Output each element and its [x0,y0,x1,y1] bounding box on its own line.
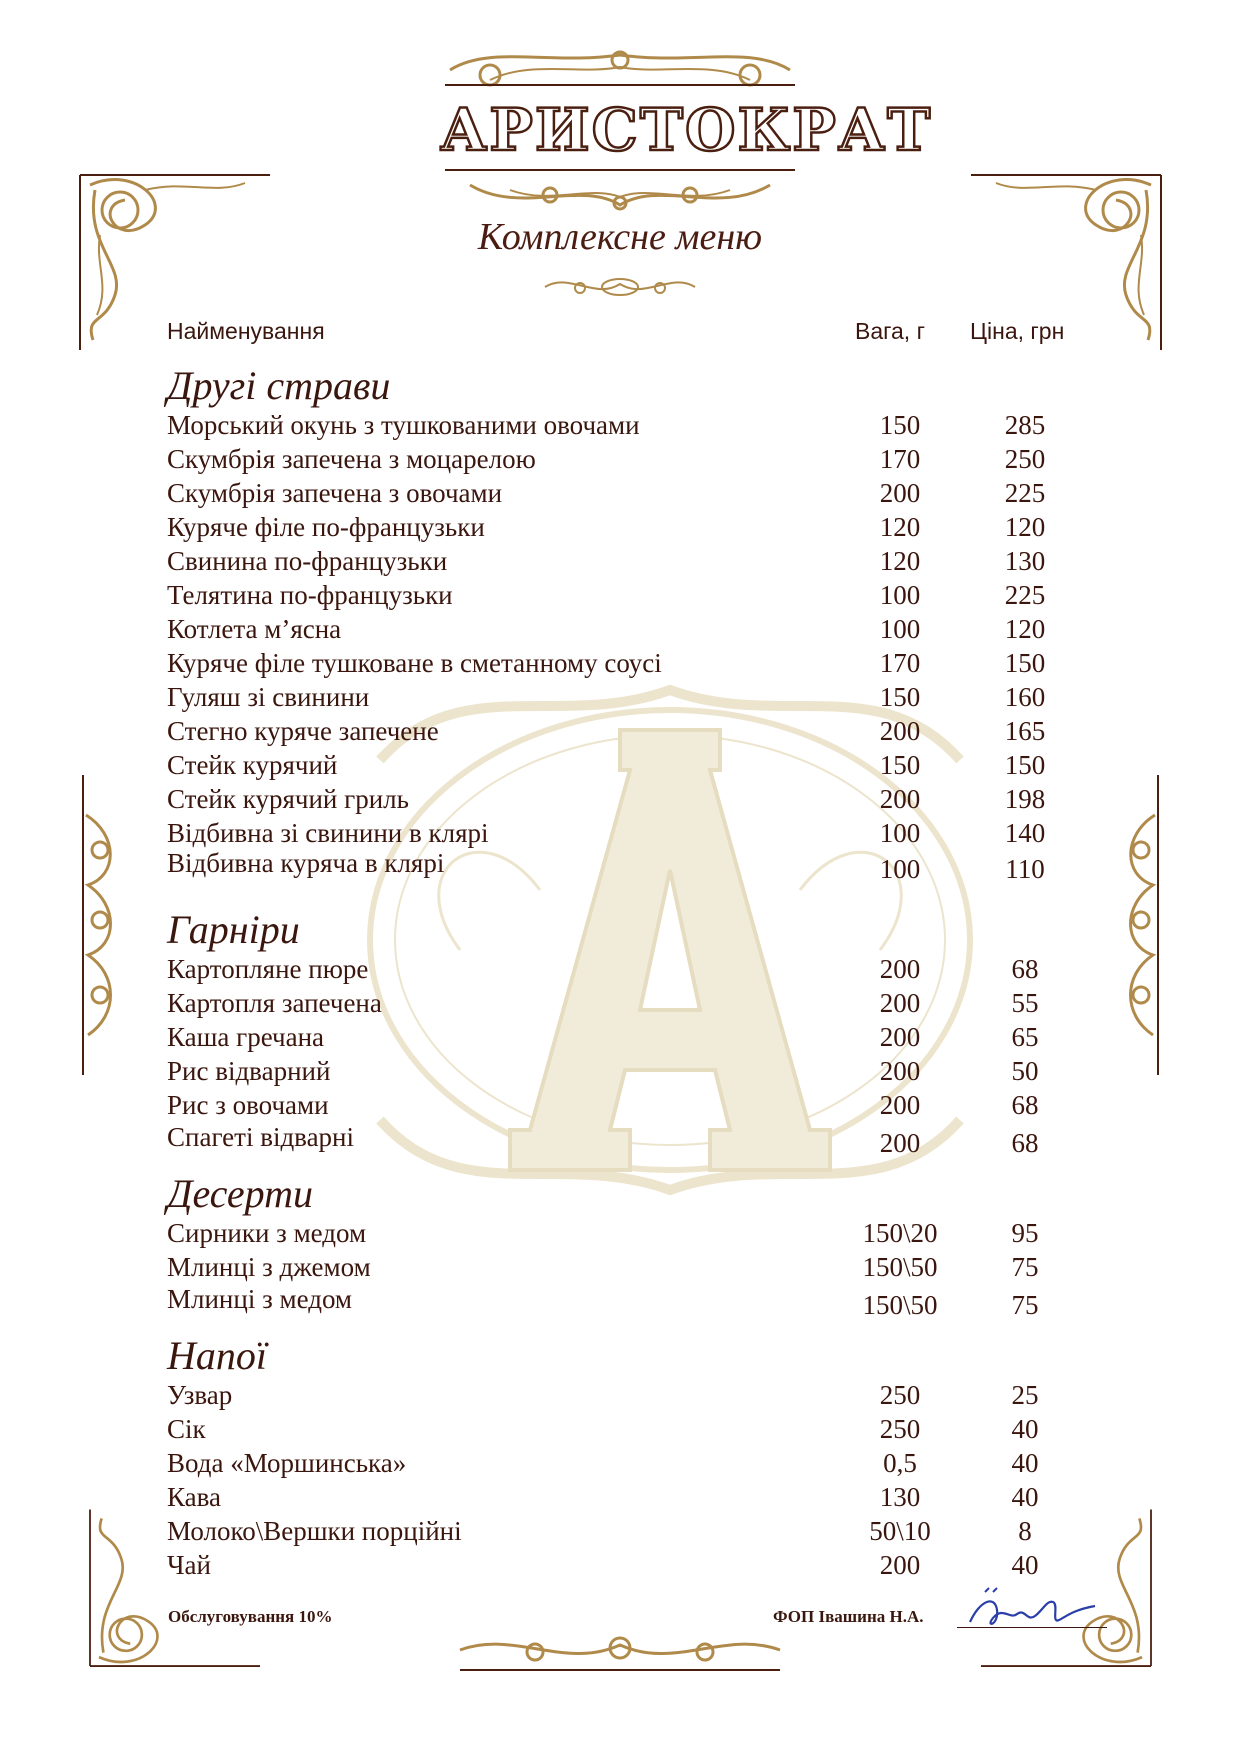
item-name: Сирники з медом [167,1218,367,1248]
menu-row [0,1122,1241,1162]
item-price: 225 [1004,580,1046,610]
item-price: 75 [1011,1252,1039,1282]
item-price: 120 [1004,614,1046,644]
item-name: Відбивна куряча в клярі [167,848,445,878]
item-weight: 150\20 [862,1218,938,1248]
item-weight: 200 [879,716,921,746]
item-price: 150 [1004,648,1046,678]
item-name: Стейк курячий [167,750,338,780]
item-weight: 100 [879,818,921,848]
menu-row [0,614,1241,648]
item-name: Вода «Моршинська» [167,1448,407,1478]
item-name: Спагеті відварні [167,1122,355,1152]
item-price: 285 [1004,410,1046,440]
item-weight: 200 [879,1022,921,1052]
item-weight: 50\10 [869,1516,931,1546]
menu-row [0,682,1241,716]
item-price: 250 [1004,444,1046,474]
item-price: 68 [1011,1090,1039,1120]
item-weight: 120 [879,546,921,576]
item-weight: 200 [879,784,921,814]
menu-row [0,1414,1241,1448]
item-name: Скумбрія запечена з моцарелою [167,444,536,474]
menu-row [0,988,1241,1022]
item-weight: 200 [879,478,921,508]
menu-row [0,478,1241,512]
item-name: Рис з овочами [167,1090,329,1120]
item-price: 120 [1004,512,1046,542]
item-price: 150 [1004,750,1046,780]
item-weight: 250 [879,1414,921,1444]
item-price: 68 [1011,1128,1039,1158]
item-price: 8 [1018,1516,1032,1546]
item-price: 198 [1004,784,1046,814]
column-header-weight: Вага, г [855,318,925,344]
menu-row [0,580,1241,614]
item-name: Молоко\Вершки порційні [167,1516,462,1546]
item-weight: 150 [879,750,921,780]
item-weight: 200 [879,954,921,984]
item-weight: 150 [879,682,921,712]
item-weight: 250 [879,1380,921,1410]
menu-row [0,1090,1241,1124]
item-name: Стегно куряче запечене [167,716,439,746]
item-price: 65 [1011,1022,1039,1052]
item-price: 55 [1011,988,1039,1018]
item-name: Відбивна зі свинини в клярі [167,818,489,848]
item-weight: 200 [879,1090,921,1120]
item-weight: 100 [879,854,921,884]
item-name: Сік [167,1414,206,1444]
menu-row [0,784,1241,818]
section-title-sides: Гарніри [167,907,300,952]
menu-row [0,1056,1241,1090]
item-name: Млинці з джемом [167,1252,371,1282]
menu-row [0,750,1241,784]
item-weight: 200 [879,1128,921,1158]
item-price: 165 [1004,716,1046,746]
menu-row [0,1448,1241,1482]
menu-row [0,410,1241,444]
page-subtitle: Комплексне меню [477,216,763,258]
section-title-desserts: Десерти [167,1171,314,1216]
item-weight: 130 [879,1482,921,1512]
subtitle-divider-ornament [540,272,700,302]
menu-row [0,648,1241,682]
menu-row [0,1218,1241,1252]
item-name: Стейк курячий гриль [167,784,409,814]
item-name: Чай [167,1550,211,1580]
item-price: 225 [1004,478,1046,508]
logo-text: АРИСТОКРАТ [440,96,933,164]
item-name: Свинина по-французьки [167,546,448,576]
item-price: 40 [1011,1448,1039,1478]
item-name: Каша гречана [167,1022,325,1052]
item-weight: 200 [879,1550,921,1580]
item-price: 40 [1011,1482,1039,1512]
item-name: Узвар [167,1380,233,1410]
item-price: 110 [1005,854,1045,884]
section-title-drinks: Напої [167,1333,267,1378]
menu-row [0,1284,1241,1324]
item-name: Картопля запечена [167,988,382,1018]
item-name: Гуляш зі свинини [167,682,370,712]
item-price: 40 [1011,1550,1039,1580]
service-charge-note: Обслуговування 10% [168,1607,333,1626]
item-name: Скумбрія запечена з овочами [167,478,503,508]
menu-row [0,512,1241,546]
item-weight: 200 [879,1056,921,1086]
section-title-main-courses: Другі страви [167,363,391,408]
item-name: Рис відварний [167,1056,331,1086]
item-weight: 120 [879,512,921,542]
owner-name: ФОП Івашина Н.А. [773,1607,924,1626]
item-weight: 100 [879,614,921,644]
item-weight: 100 [879,580,921,610]
item-price: 25 [1011,1380,1039,1410]
menu-row [0,1252,1241,1286]
item-weight: 0,5 [883,1448,917,1478]
item-name: Куряче філе по-французьки [167,512,485,542]
menu-row [0,444,1241,478]
menu-row [0,1380,1241,1414]
item-weight: 150 [879,410,921,440]
item-price: 140 [1004,818,1046,848]
menu-row [0,546,1241,580]
menu-row [0,954,1241,988]
item-price: 50 [1011,1056,1039,1086]
item-weight: 170 [879,444,921,474]
item-name: Куряче філе тушковане в сметанному соусі [167,648,662,678]
column-header-price: Ціна, грн [970,318,1065,344]
menu-row [0,1482,1241,1516]
item-price: 95 [1011,1218,1039,1248]
column-header-name: Найменування [167,318,325,344]
menu-row [0,1516,1241,1550]
signature [955,1580,1105,1640]
item-price: 40 [1011,1414,1039,1444]
item-price: 75 [1011,1290,1039,1320]
item-name: Картопляне пюре [167,954,369,984]
menu-row [0,848,1241,888]
item-price: 160 [1004,682,1046,712]
item-price: 130 [1004,546,1046,576]
item-weight: 200 [879,988,921,1018]
menu-row [0,716,1241,750]
item-weight: 170 [879,648,921,678]
item-name: Млинці з медом [167,1284,353,1314]
item-name: Телятина по-французьки [167,580,453,610]
item-name: Кава [167,1482,222,1512]
menu-row [0,1550,1241,1584]
item-name: Котлета м’ясна [167,614,342,644]
item-weight: 150\50 [862,1252,938,1282]
item-weight: 150\50 [862,1290,938,1320]
menu-row [0,818,1241,852]
item-name: Морський окунь з тушкованими овочами [167,410,640,440]
menu-row [0,1022,1241,1056]
bottom-center-ornament [455,1630,785,1675]
item-price: 68 [1011,954,1039,984]
